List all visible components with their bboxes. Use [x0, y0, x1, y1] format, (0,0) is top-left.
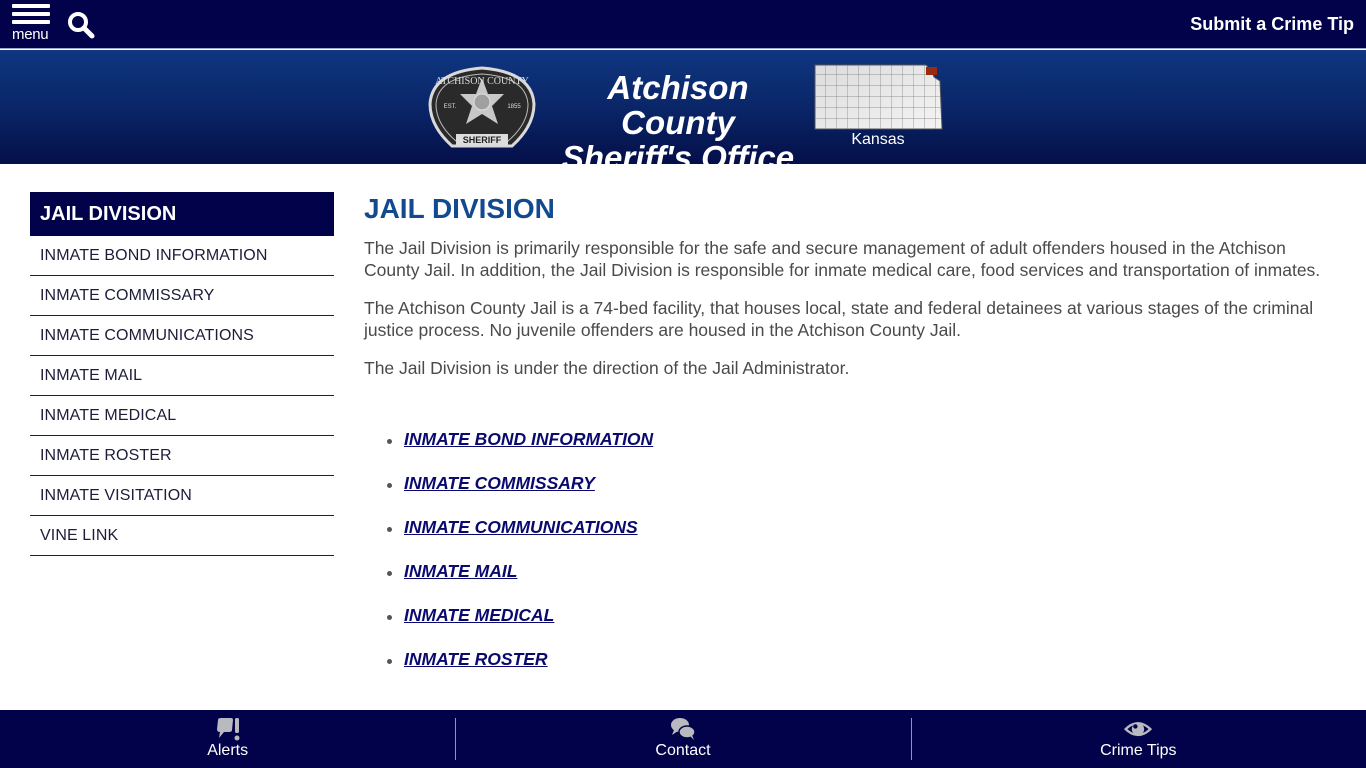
- kansas-map-icon: [814, 63, 944, 131]
- sidebar-item-inmate-commissary[interactable]: INMATE COMMISSARY: [30, 276, 334, 316]
- list-item: [364, 429, 1334, 473]
- link-inmate-mail[interactable]: INMATE MAIL: [404, 561, 518, 581]
- site-banner: [0, 50, 1366, 176]
- sidebar-item-inmate-visitation[interactable]: INMATE VISITATION: [30, 476, 334, 516]
- hamburger-icon-bar: [12, 12, 50, 16]
- link-inmate-commissary[interactable]: INMATE COMMISSARY: [404, 473, 595, 493]
- link-inmate-medical[interactable]: INMATE MEDICAL: [404, 605, 555, 625]
- alert-bubble-icon: [213, 717, 243, 743]
- crime-tips-label: Crime Tips: [1100, 742, 1177, 759]
- link-inmate-roster[interactable]: INMATE ROSTER: [404, 649, 548, 669]
- chat-bubbles-icon: [668, 717, 698, 743]
- top-bar: [0, 0, 1366, 49]
- sheriff-badge-logo[interactable]: [422, 64, 542, 150]
- sidebar-item-inmate-mail[interactable]: INMATE MAIL: [30, 356, 334, 396]
- main-content: [364, 192, 1334, 693]
- eye-icon: [1123, 717, 1153, 743]
- site-title-line1: Atchison County: [607, 69, 749, 141]
- alerts-button[interactable]: [0, 710, 455, 768]
- hamburger-icon: [12, 4, 50, 8]
- sidebar-item-inmate-bond-information[interactable]: INMATE BOND INFORMATION: [30, 236, 334, 276]
- list-item: [364, 473, 1334, 517]
- site-title[interactable]: [552, 70, 804, 175]
- division-links-list: [364, 429, 1334, 693]
- state-label: Kansas: [851, 131, 905, 148]
- page-title: JAIL DIVISION: [364, 193, 555, 224]
- submit-crime-tip-link[interactable]: Submit a Crime Tip: [1190, 14, 1354, 34]
- contact-button[interactable]: [455, 710, 910, 768]
- link-inmate-communications[interactable]: INMATE COMMUNICATIONS: [404, 517, 638, 537]
- menu-button[interactable]: [12, 4, 52, 44]
- sidebar-item-inmate-medical[interactable]: INMATE MEDICAL: [30, 396, 334, 436]
- site-title-line2: Sheriff's Office: [561, 139, 795, 176]
- sidebar-item-inmate-communications[interactable]: INMATE COMMUNICATIONS: [30, 316, 334, 356]
- list-item: [364, 561, 1334, 605]
- contact-label: Contact: [655, 742, 711, 759]
- svg-text:EST.: EST.: [443, 104, 457, 110]
- facility-paragraph: The Atchison County Jail is a 74-bed facility, that houses local, state and federal detainees at various stages of the criminal justice process. No juvenile offenders are housed in the Atchison County Jail.: [364, 298, 1314, 340]
- sidebar-item-vine-link[interactable]: VINE LINK: [30, 516, 334, 556]
- list-item: [364, 605, 1334, 649]
- svg-text:ATCHISON COUNTY: ATCHISON COUNTY: [435, 76, 529, 87]
- link-inmate-bond-information[interactable]: INMATE BOND INFORMATION: [404, 429, 654, 449]
- svg-text:SHERIFF: SHERIFF: [462, 135, 502, 145]
- alerts-label: Alerts: [207, 742, 249, 759]
- bottom-nav: [0, 710, 1366, 768]
- svg-text:1855: 1855: [507, 104, 521, 110]
- list-item: [364, 517, 1334, 561]
- intro-paragraph: The Jail Division is primarily responsible for the safe and secure management of adult offenders housed in the Atchison County Jail. In addition, the Jail Division is responsible for inmate medical care, food services and transportation of inmates.: [364, 238, 1321, 280]
- search-icon: [66, 10, 96, 40]
- sidebar-item-inmate-roster[interactable]: INMATE ROSTER: [30, 436, 334, 476]
- menu-label: menu: [12, 26, 49, 43]
- sidebar-heading[interactable]: JAIL DIVISION: [30, 192, 334, 236]
- direction-paragraph: The Jail Division is under the direction of the Jail Administrator.: [364, 358, 850, 378]
- search-button[interactable]: [66, 10, 96, 40]
- sidebar-nav: [30, 192, 334, 556]
- hamburger-icon-bar: [12, 20, 50, 24]
- crime-tips-button[interactable]: [911, 710, 1366, 768]
- list-item: [364, 649, 1334, 693]
